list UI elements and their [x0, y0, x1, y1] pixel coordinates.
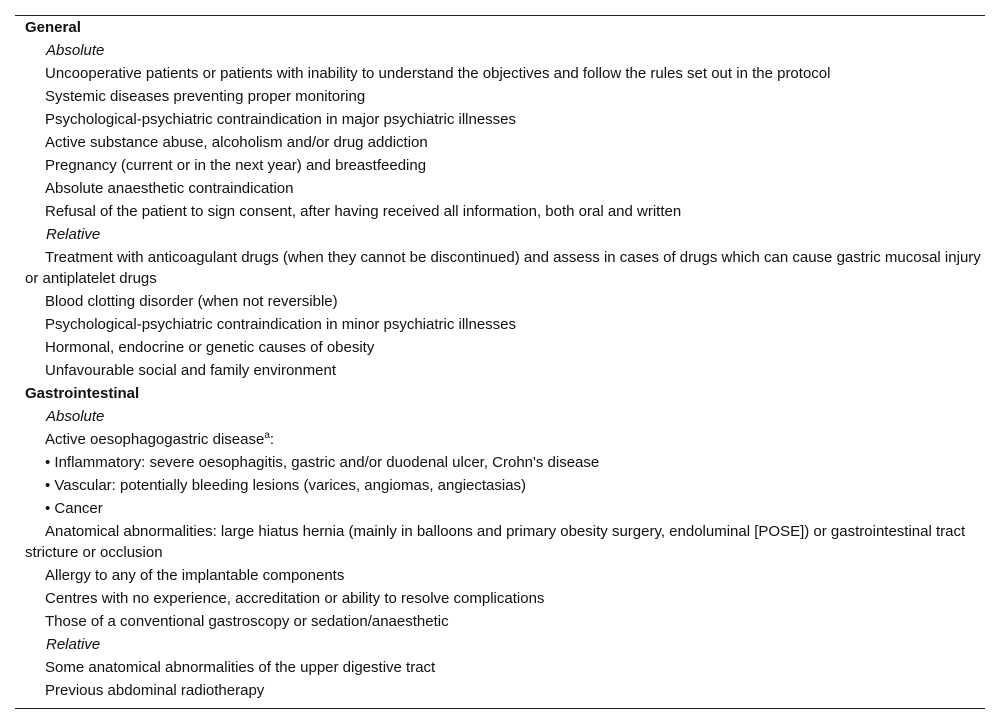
row-text: Allergy to any of the implantable components	[45, 567, 345, 584]
table-row	[15, 360, 985, 381]
row-text: Active substance abuse, alcoholism and/or drug addiction	[45, 134, 428, 151]
table-row	[15, 521, 985, 563]
row-text: Treatment with anticoagulant drugs (when they cannot be discontinued) and assess in cases of drugs which can cause gastric mucosal injury or antiplatelet drugs	[25, 249, 981, 287]
row-text: Active oesophagogastric disease	[45, 431, 265, 448]
table-row	[15, 498, 985, 519]
row-text: Anatomical abnormalities: large hiatus hernia (mainly in balloons and primary obesity surgery, endoluminal [POSE]) or gastrointestinal tract stricture or occlusion	[25, 523, 966, 561]
row-text: Hormonal, endocrine or genetic causes of obesity	[45, 339, 375, 356]
row-text: General	[25, 19, 81, 36]
row-text: Centres with no experience, accreditation or ability to resolve complications	[45, 590, 545, 607]
table-row	[15, 475, 985, 496]
section-heading	[15, 383, 985, 404]
subsection-heading	[15, 634, 985, 655]
contraindications-table	[15, 15, 985, 709]
footnote-marker: a	[264, 430, 270, 441]
table-row	[15, 337, 985, 358]
subsection-heading	[15, 406, 985, 427]
table-row	[15, 565, 985, 586]
row-text: Relative	[46, 226, 101, 243]
row-text: Previous abdominal radiotherapy	[45, 682, 265, 699]
table-row	[15, 588, 985, 609]
row-text: Psychological-psychiatric contraindication in major psychiatric illnesses	[45, 111, 517, 128]
row-text: Absolute	[46, 408, 105, 425]
table-row	[15, 291, 985, 312]
table-row	[15, 452, 985, 473]
row-text: • Inflammatory: severe oesophagitis, gastric and/or duodenal ulcer, Crohn's disease	[45, 454, 600, 471]
table-row	[15, 178, 985, 199]
table-row	[15, 109, 985, 130]
table-row	[15, 132, 985, 153]
table-row	[15, 314, 985, 335]
table-row	[15, 63, 985, 84]
table-row	[15, 657, 985, 678]
row-text: Systemic diseases preventing proper monitoring	[45, 88, 366, 105]
row-text-suffix: :	[269, 431, 275, 448]
table-row	[15, 429, 985, 450]
row-text: Blood clotting disorder (when not reversible)	[45, 293, 338, 310]
row-text: Unfavourable social and family environment	[45, 362, 336, 379]
row-text: Those of a conventional gastroscopy or sedation/anaesthetic	[45, 613, 449, 630]
section-heading	[15, 17, 985, 38]
table-row	[15, 86, 985, 107]
row-text: Pregnancy (current or in the next year) and breastfeeding	[45, 157, 427, 174]
table-row	[15, 680, 985, 701]
row-text: Relative	[46, 636, 101, 653]
row-text: Absolute	[46, 42, 105, 59]
row-text: • Cancer	[45, 500, 103, 517]
table-row	[15, 201, 985, 222]
subsection-heading	[15, 40, 985, 61]
table-row	[15, 155, 985, 176]
row-text: Psychological-psychiatric contraindication in minor psychiatric illnesses	[45, 316, 517, 333]
row-text: • Vascular: potentially bleeding lesions (varices, angiomas, angiectasias)	[45, 477, 527, 494]
subsection-heading	[15, 224, 985, 245]
row-text: Gastrointestinal	[25, 385, 140, 402]
row-text: Some anatomical abnormalities of the upper digestive tract	[45, 659, 436, 676]
row-text: Refusal of the patient to sign consent, after having received all information, both oral and written	[45, 203, 682, 220]
table-row	[15, 247, 985, 289]
row-text: Absolute anaesthetic contraindication	[45, 180, 294, 197]
table-row	[15, 611, 985, 632]
row-text: Uncooperative patients or patients with inability to understand the objectives and follow the rules set out in the protocol	[45, 65, 831, 82]
